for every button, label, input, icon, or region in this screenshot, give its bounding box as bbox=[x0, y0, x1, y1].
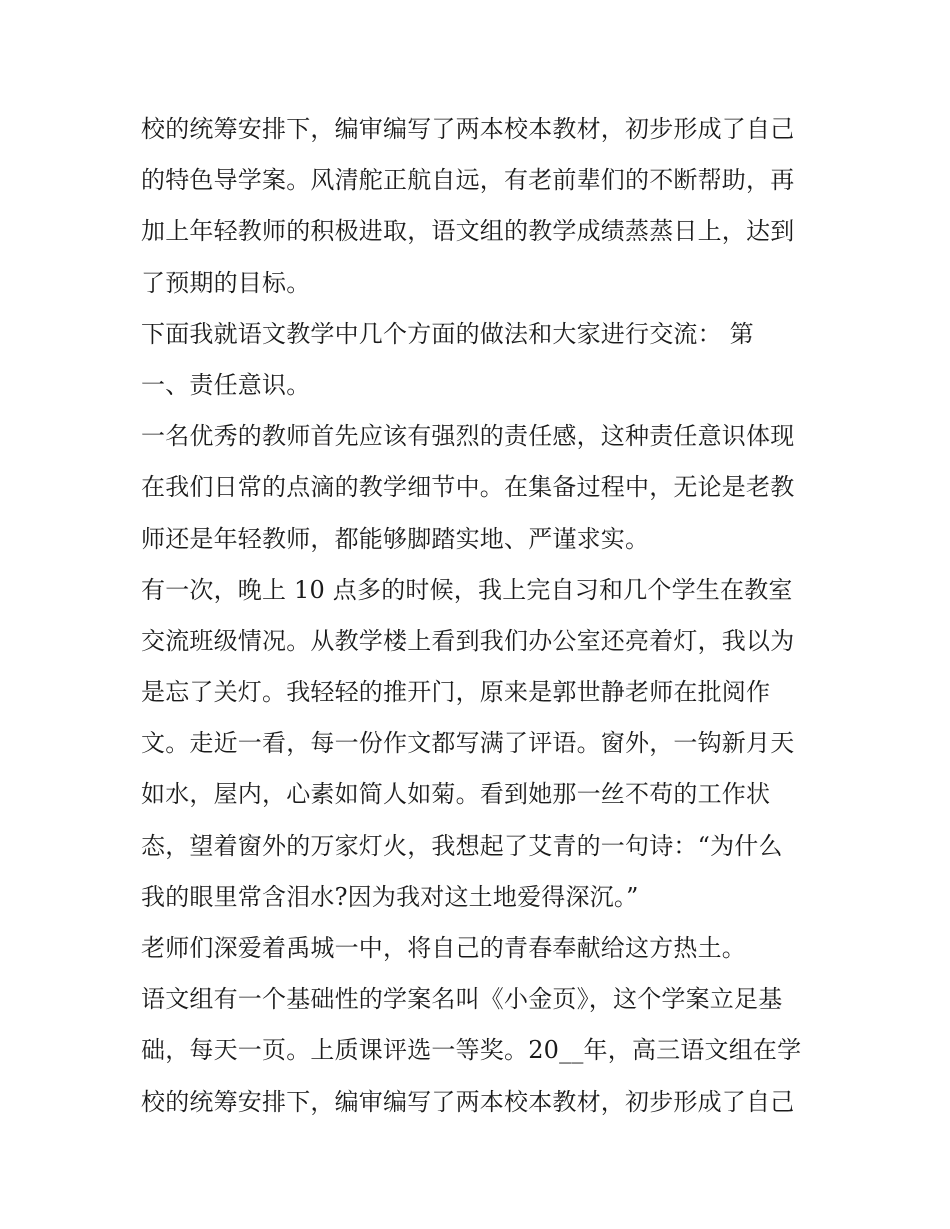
text-line: 有一次，晚上 10 点多的时候，我上完自习和几个学生在教室 bbox=[141, 575, 793, 604]
text-line: 校的统筹安排下，编审编写了两本校本教材，初步形成了自己 bbox=[141, 115, 795, 143]
text-line: 老师们深爱着禹城一中，将自己的青春奉献给这方热土。 bbox=[141, 934, 746, 962]
text-line: 态，望着窗外的万家灯火，我想起了艾青的一句诗：“为什么 bbox=[141, 831, 783, 860]
text-line: 我的眼里常含泪水?因为我对这土地爱得深沉。” bbox=[141, 882, 639, 911]
text-line: 如水，屋内，心素如简人如菊。看到她那一丝不苟的工作状 bbox=[141, 780, 771, 809]
text-line: 加上年轻教师的积极进取，语文组的教学成绩蒸蒸日上，达到 bbox=[141, 217, 795, 246]
text-line: 文。走近一看，每一份作文都写满了评语。窗外，一钩新月天 bbox=[141, 729, 795, 758]
text-line: 是忘了关灯。我轻轻的推开门，原来是郭世静老师在批阅作 bbox=[141, 678, 771, 707]
body-text bbox=[141, 104, 821, 1128]
text-line: 一、责任意识。 bbox=[141, 370, 311, 399]
text-line: 了预期的目标。 bbox=[141, 268, 311, 297]
text-line: 础，每天一页。上质课评选一等奖。20__年，高三语文组在学 bbox=[141, 1036, 802, 1065]
text-line: 校的统筹安排下，编审编写了两本校本教材，初步形成了自己 bbox=[141, 1087, 795, 1116]
text-line: 在我们日常的点滴的教学细节中。在集备过程中，无论是老教 bbox=[141, 473, 795, 502]
text-line: 的特色导学案。风清舵正航自远，有老前辈们的不断帮助，再 bbox=[141, 166, 795, 195]
text-line: 一名优秀的教师首先应该有强烈的责任感，这种责任意识体现 bbox=[141, 422, 795, 451]
text-line: 交流班级情况。从教学楼上看到我们办公室还亮着灯，我以为 bbox=[141, 626, 795, 655]
text-line: 师还是年轻教师，都能够脚踏实地、严谨求实。 bbox=[141, 524, 650, 553]
text-line: 语文组有一个基础性的学案名叫《小金页》，这个学案立足基 bbox=[141, 985, 783, 1014]
text-line: 下面我就语文教学中几个方面的做法和大家进行交流： 第 bbox=[141, 319, 754, 348]
